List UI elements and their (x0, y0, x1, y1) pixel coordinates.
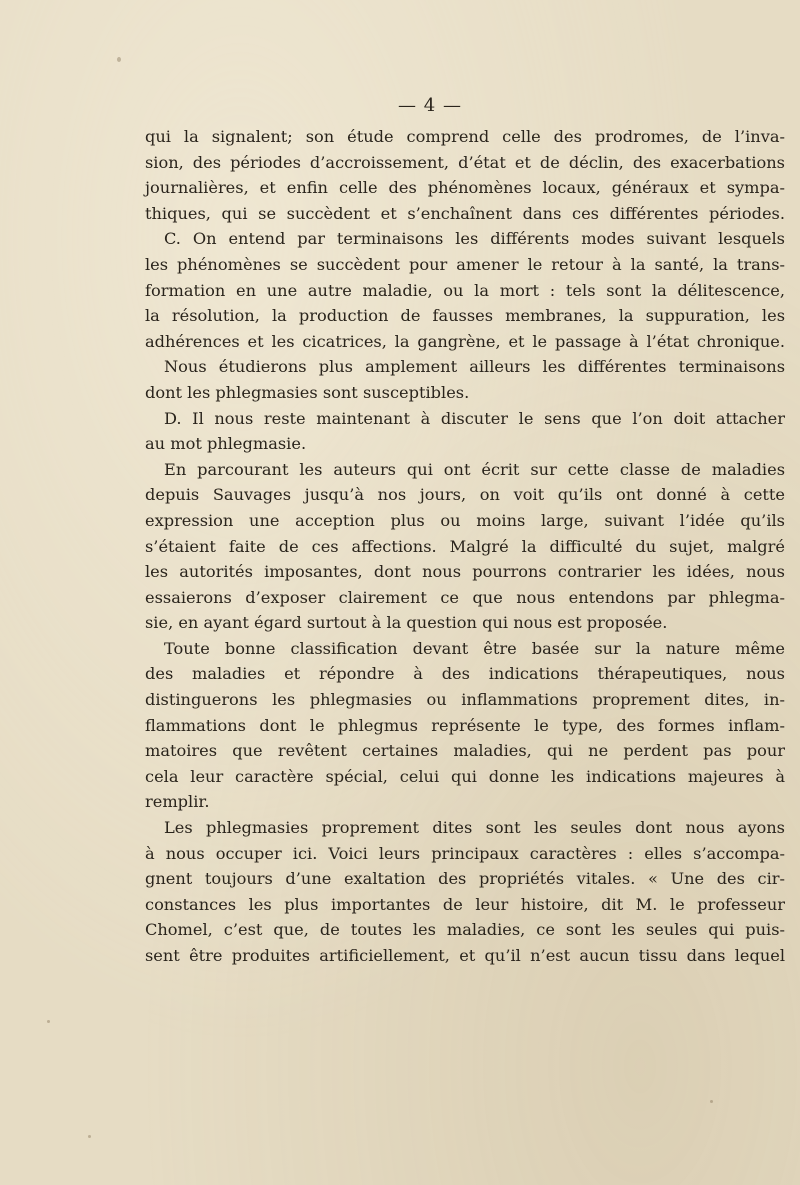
text-line: dont les phlegmasies sont susceptibles. (145, 382, 470, 402)
text-line: sie, en ayant égard surtout à la question qui nous est proposée. (145, 613, 668, 633)
text-line: essaierons d’exposer clairement ce que nous entendons par phlegma- (145, 587, 785, 607)
page-number: — 4 — (398, 95, 462, 116)
text-line: s’étaient faite de ces affections. Malgré la difficulté du sujet, malgré (145, 536, 785, 556)
text-line: thiques, qui se succèdent et s’enchaînent dans ces différentes périodes. (145, 203, 785, 223)
text-line: expression une acception plus ou moins large, suivant l’idée qu’ils (145, 510, 785, 530)
text-line: les phénomènes se succèdent pour amener le retour à la santé, la trans- (145, 254, 785, 274)
text-line: Les phlegmasies proprement dites sont les seules dont nous ayons (164, 818, 785, 838)
text-line: C. On entend par terminaisons les différents modes suivant lesquels (164, 229, 785, 249)
text-line: sion, des périodes d’accroissement, d’état et de déclin, des exacerbations (145, 152, 785, 172)
text-line: formation en une autre maladie, ou la mort : tels sont la délitescence, (145, 280, 785, 300)
text-line: cela leur caractère spécial, celui qui donne les indications majeures à (145, 766, 785, 786)
text-line: depuis Sauvages jusqu’à nos jours, on voit qu’ils ont donné à cette (145, 485, 785, 505)
text-line: gnent toujours d’une exaltation des propriétés vitales. « Une des cir- (145, 869, 785, 889)
text-line: sent être produites artificiellement, et qu’il n’est aucun tissu dans lequel (145, 946, 785, 965)
text-line: D. Il nous reste maintenant à discuter le sens que l’on doit attacher (164, 408, 785, 428)
text-line: flammations dont le phlegmus représente le type, des formes inflam- (145, 715, 785, 735)
text-line: Chomel, c’est que, de toutes les maladies, ce sont les seules qui puis- (145, 920, 785, 940)
text-line: distinguerons les phlegmasies ou inflammations proprement dites, in- (145, 690, 785, 710)
text-line: la résolution, la production de fausses membranes, la suppuration, les (145, 306, 785, 326)
text-line: remplir. (145, 792, 210, 812)
text-line: matoires que revêtent certaines maladies, qui ne perdent pas pour (145, 741, 785, 761)
paper-spot (47, 1020, 50, 1023)
text-line: les autorités imposantes, dont nous pourrons contrarier les idées, nous (145, 562, 785, 582)
paper-spot (710, 1100, 713, 1103)
text-line: Toute bonne classification devant être basée sur la nature même (164, 638, 785, 658)
body-text (145, 124, 785, 969)
text-line: En parcourant les auteurs qui ont écrit sur cette classe de maladies (164, 459, 785, 479)
text-line: des maladies et répondre à des indications thérapeutiques, nous (145, 664, 785, 684)
text-line: au mot phlegmasie. (145, 434, 307, 454)
text-line: Nous étudierons plus amplement ailleurs les différentes terminaisons (164, 357, 785, 377)
paper-spot (88, 1135, 91, 1138)
text-line: constances les plus importantes de leur histoire, dit M. le professeur (145, 894, 785, 914)
text-line: journalières, et enfin celle des phénomènes locaux, généraux et sympa- (145, 178, 785, 198)
paper-spot (117, 57, 121, 62)
text-line: à nous occuper ici. Voici leurs principaux caractères : elles s’accompa- (145, 843, 785, 863)
text-line: qui la signalent; son étude comprend celle des prodromes, de l’inva- (145, 127, 785, 146)
text-line: adhérences et les cicatrices, la gangrène, et le passage à l’état chronique. (145, 331, 785, 351)
